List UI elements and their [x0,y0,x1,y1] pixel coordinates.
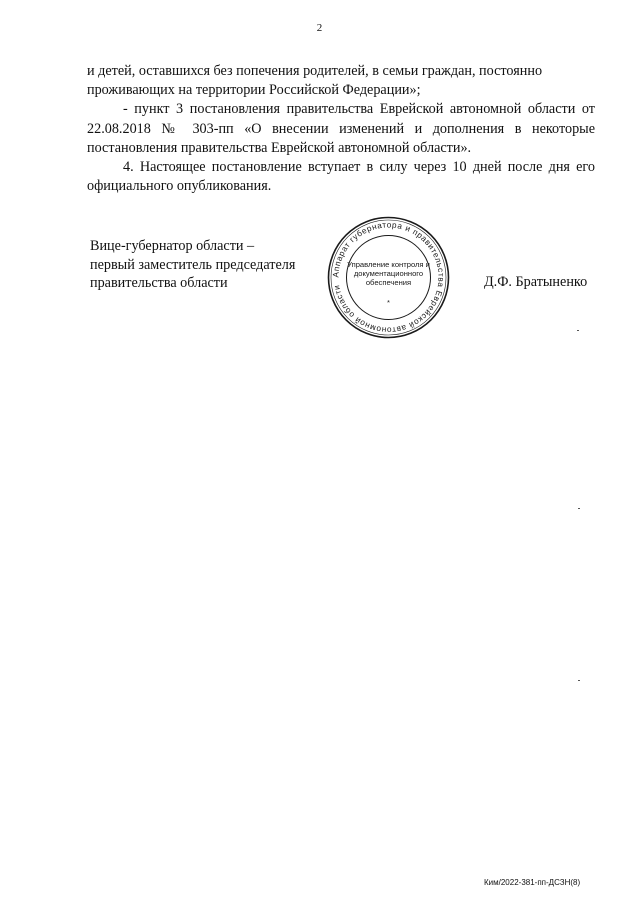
document-body [87,62,595,196]
seal-icon [326,215,451,340]
scan-speck [577,330,579,331]
paragraph-continuation-line1: и детей, оставшихся без попечения родителей, в семьи граждан, постоянно [87,63,543,79]
scan-speck [578,508,580,509]
signatory-position [90,237,295,293]
document-registration-code: Ким/2022-381-пп-ДСЗН(8) [484,878,581,887]
seal-center-line1: Управление контроля и [347,260,430,269]
seal-center-line2: документационного [353,269,424,278]
signatory-position-line1: Вице-губернатор области – [90,238,255,254]
page-number: 2 [316,22,323,34]
signatory-name: Д.Ф. Братыненко [484,274,588,290]
signatory-position-line3: правительства области [90,275,228,291]
seal-center-line3: обеспечения [365,278,412,287]
seal-star: * [387,298,390,307]
scan-speck [578,680,580,681]
paragraph-effective-date: 4. Настоящее постановление вступает в силу через 10 дней после дня его официального опубликования. [87,159,595,195]
paragraph-point-3: - пункт 3 постановления правительства Еврейской автономной области от 22.08.2018 № 303-пп «О внесении изменений и дополнения в некоторые постановления правительства Еврейской автономной области». [87,101,595,156]
paragraph-continuation-line2: проживающих на территории Российской Федерации»; [87,82,421,99]
signatory-position-line2: первый заместитель председателя [90,256,296,273]
official-seal-stamp [326,215,451,340]
seal-ring-text: Аппарат губернатора и правительства Еврейской автономной области [331,220,446,335]
